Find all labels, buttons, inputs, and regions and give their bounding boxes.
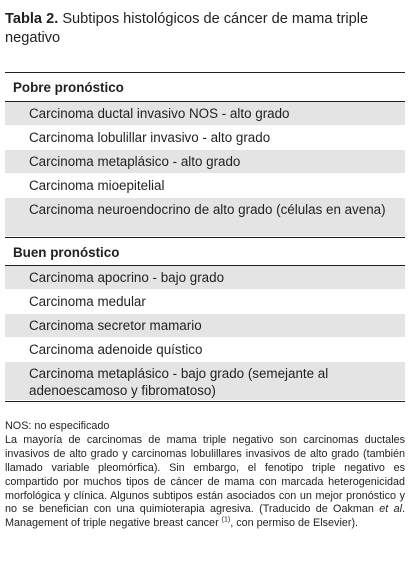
table-row: Carcinoma medular <box>5 290 405 314</box>
explanatory-note <box>5 434 405 531</box>
section-heading-poor-prognosis: Pobre pronóstico <box>5 73 405 102</box>
note-et-al: et al <box>379 503 402 516</box>
subtypes-table <box>5 72 405 402</box>
note-body-part1: La mayoría de carcinomas de mama triple negativo son carcinomas ductales invasivos de alto grado y carcinomas lobulillares invasivos de alto grado (también llamado variable pleomórfica). Sin embargo, el fenotipo triple negativo es compartido por muchos tipos de cáncer de mama con marcada heterogenicidad morfológica y clínica. Algunos subtipos están asociados con un mejor pronóstico y no se benefician con una quimioterapia agresiva. (Traducido de Oakman <box>5 433 405 516</box>
table-row: Carcinoma metaplásico - alto grado <box>5 150 405 174</box>
table-row: Carcinoma adenoide quístico <box>5 338 405 362</box>
table-row: Carcinoma apocrino - bajo grado <box>5 266 405 290</box>
table-row: Carcinoma ductal invasivo NOS - alto grado <box>5 102 405 126</box>
caption-label: Tabla 2. <box>5 11 59 27</box>
section-heading-good-prognosis: Buen pronóstico <box>5 237 405 266</box>
table-footnotes <box>5 420 405 531</box>
caption-text: Subtipos histológicos de cáncer de mama triple negativo <box>5 11 369 46</box>
table-row: Carcinoma neuroendocrino de alto grado (células en avena) <box>5 198 405 237</box>
note-body-part3: , con permiso de Elsevier). <box>230 517 359 530</box>
table-row: Carcinoma secretor mamario <box>5 314 405 338</box>
note-body-part2: . Management of triple negative breast cancer <box>5 503 405 530</box>
table-row: Carcinoma metaplásico - bajo grado (semejante al adenoescamoso y fibromatoso) <box>5 362 405 401</box>
table-row: Carcinoma mioepitelial <box>5 174 405 198</box>
table-caption <box>5 10 405 48</box>
table-row: Carcinoma lobulillar invasivo - alto grado <box>5 126 405 150</box>
note-reference: (1) <box>221 516 231 524</box>
abbreviation-note: NOS: no especificado <box>5 420 110 432</box>
